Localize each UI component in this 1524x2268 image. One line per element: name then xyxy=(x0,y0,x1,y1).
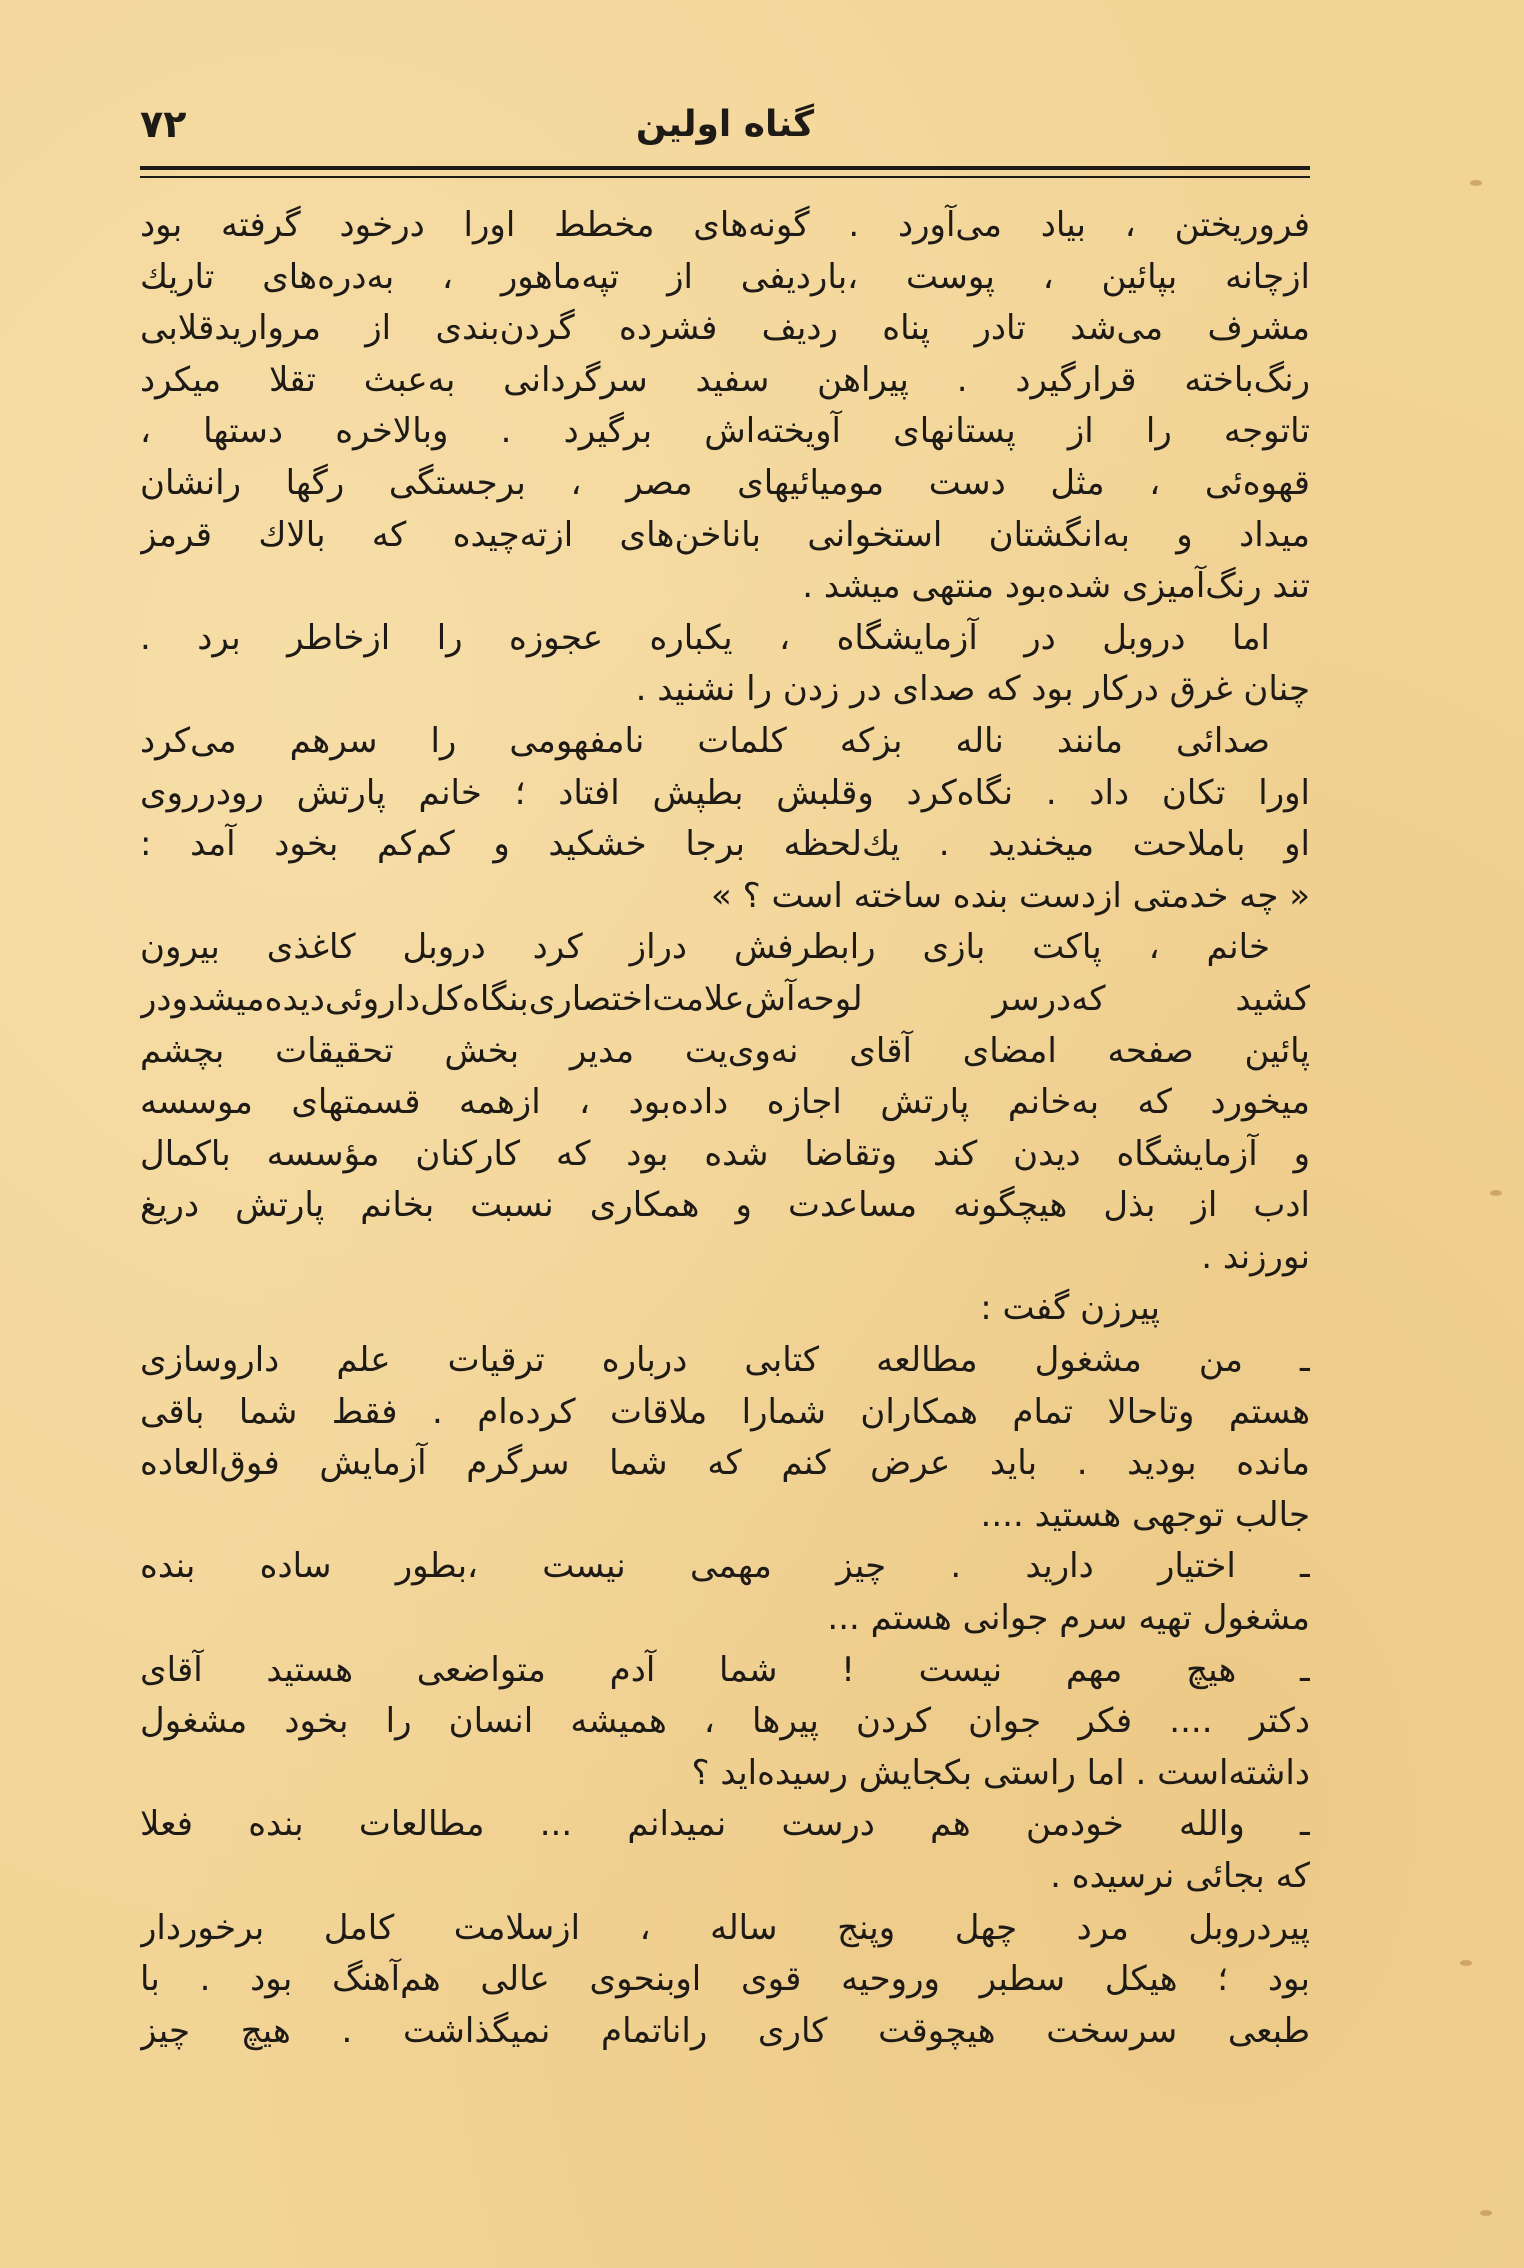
text-line: ـ والله خودمن هم درست نمیدانم ... مطالعات بنده فعلا xyxy=(140,1804,1310,1845)
text-line: مشغول تهیه سرم جوانی هستم ... xyxy=(827,1598,1310,1639)
text-line: دکتر .... فکر جوان کردن پیرها ، همیشه انسان را بخود مشغول xyxy=(140,1701,1310,1742)
paper-speck xyxy=(1460,1960,1472,1966)
paper-speck xyxy=(1490,1190,1502,1196)
page-number: ۷۲ xyxy=(140,102,187,146)
text-line: ادب از بذل هیچگونه مساعدت و همکاری نسبت بخانم پارتش دریغ xyxy=(140,1185,1310,1226)
body-text xyxy=(140,200,1310,2057)
header-rule-thick xyxy=(140,166,1310,170)
text-line: پائین صفحه امضای آقای نه‌وی‌یت مدیر بخش تحقیقات بچشم xyxy=(140,1030,1310,1071)
text-line: ـ من مشغول مطالعه کتابی درباره ترقیات علم داروسازی xyxy=(140,1340,1310,1381)
paper-speck xyxy=(1470,180,1482,186)
text-line: تند رنگ‌آمیزی شده‌بود منتهی میشد . xyxy=(802,566,1310,607)
text-line: او باملاحت میخندید . یك‌لحظه برجا خشکید و کم‌کم بخود آمد : xyxy=(140,824,1310,865)
text-line: بود ؛ هیکل سطبر وروحیه قوی اوبنحوی عالی هم‌آهنگ بود . با xyxy=(140,1959,1310,2000)
text-line: رنگ‌باخته قرارگیرد . پیراهن سفید سرگردانی به‌عبث تقلا میکرد xyxy=(140,359,1310,400)
text-line: میخورد که به‌خانم پارتش اجازه داده‌بود ، ازهمه قسمتهای موسسه xyxy=(140,1082,1310,1123)
text-line: پیرزن گفت : xyxy=(980,1288,1160,1329)
text-line: تاتوجه را از پستانهای آویخته‌اش برگیرد . وبالاخره دستها ، xyxy=(140,411,1310,452)
text-line: داشته‌است . اما راستی بکجایش رسیده‌اید ؟ xyxy=(691,1752,1310,1793)
text-line: میداد و به‌انگشتان استخوانی باناخن‌های ازته‌چیده که بالاك قرمز xyxy=(140,514,1310,555)
running-title: گناه اولین xyxy=(635,104,815,145)
page-header xyxy=(140,100,1310,160)
text-line: مانده بودید . باید عرض کنم که شما سرگرم آزمایش فوق‌العاده xyxy=(140,1443,1310,1484)
text-line: قهوه‌ئی ، مثل دست مومیائیهای مصر ، برجستگی رگها رانشان xyxy=(140,462,1310,503)
text-line: کشید که‌درسر لوحه‌آش‌علامت‌اختصاری‌بنگاه‌کل‌داروئی‌دیده‌میشدودر xyxy=(140,978,1310,1019)
text-line: اورا تکان داد . نگاه‌کرد وقلبش بطپش افتاد ؛ خانم پارتش رودرروی xyxy=(140,772,1310,813)
text-line: خانم ، پاکت بازی رابطرفش دراز کرد دروبل کاغذی بیرون xyxy=(140,927,1270,968)
header-rule-thin xyxy=(140,176,1310,178)
text-line: طبعی سرسخت هیچوقت کاری راناتمام نمیگذاشت . هیچ چیز xyxy=(140,2010,1310,2051)
text-line: اما دروبل در آزمایشگاه ، یکباره عجوزه را ازخاطر برد . xyxy=(140,617,1270,658)
text-line: صدائی مانند ناله بزکه کلمات نامفهومی را سرهم می‌کرد xyxy=(140,720,1270,761)
text-line: پیردروبل مرد چهل وپنج ساله ، ازسلامت کامل برخوردار xyxy=(140,1907,1310,1948)
paper-speck xyxy=(1480,2210,1492,2216)
text-line: که بجائی نرسیده . xyxy=(1050,1856,1310,1896)
text-line: ازچانه بپائین ، پوست ،باردیفی از تپه‌ماهور ، به‌دره‌های تاریك xyxy=(140,256,1310,297)
text-line: ـ اختیار دارید . چیز مهمی نیست ،بطور ساده بنده xyxy=(140,1546,1310,1587)
text-line: ـ هیچ مهم نیست ! شما آدم متواضعی هستید آقای xyxy=(140,1649,1310,1690)
text-line: « چه خدمتی ازدست بنده ساخته است ؟ » xyxy=(711,875,1310,916)
text-line: فروریختن ، بیاد می‌آورد . گونه‌های مخطط اورا درخود گرفته بود xyxy=(140,205,1310,245)
text-line: هستم وتاحالا تمام همکاران شمارا ملاقات کرده‌ام . فقط شما باقی xyxy=(140,1391,1310,1432)
text-line: مشرف می‌شد تادر پناه ردیف فشرده گردن‌بندی از مرواریدقلابی xyxy=(140,308,1310,349)
text-line: جالب توجهی هستید .... xyxy=(980,1494,1310,1535)
text-line: چنان غرق درکار بود که صدای در زدن را نشنید . xyxy=(635,669,1310,710)
text-line: و آزمایشگاه دیدن کند وتقاضا شده بود که کارکنان مؤسسه باکمال xyxy=(140,1133,1310,1174)
text-line: نورزند . xyxy=(1201,1236,1310,1277)
